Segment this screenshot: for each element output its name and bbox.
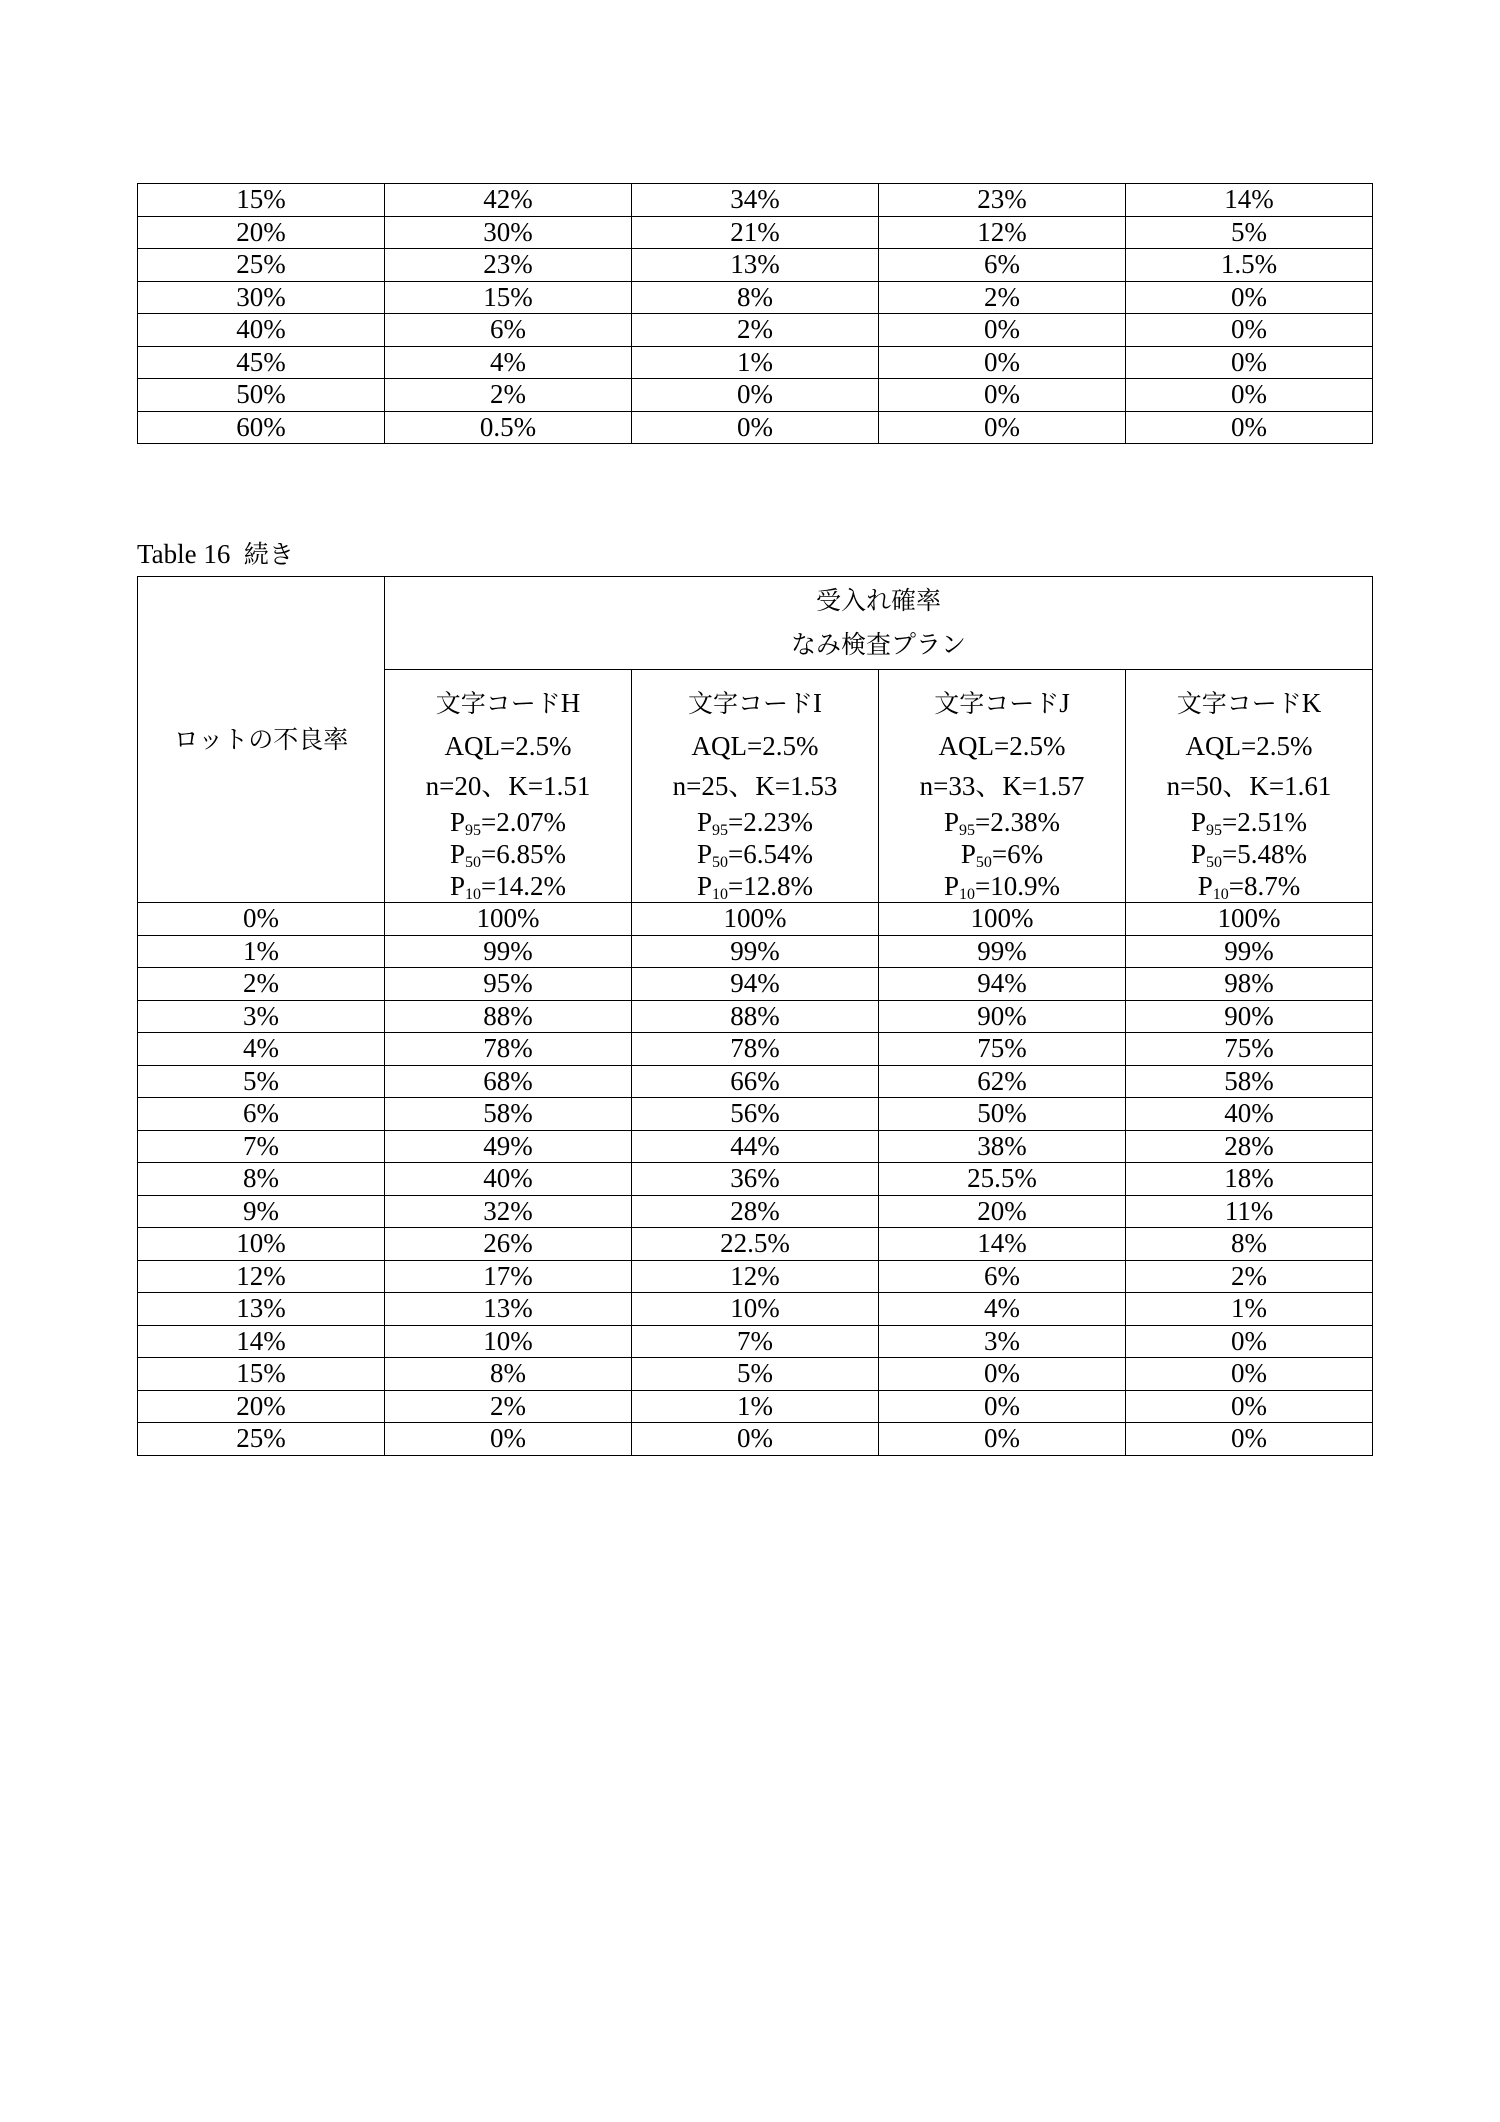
defect-rate-cell: 60% [138,411,385,444]
code-prefix: 文字コード [1176,689,1302,718]
probability-cell: 36% [632,1163,879,1196]
defect-rate-cell: 2% [138,968,385,1001]
plan-column-header [385,670,632,903]
p-symbol: P [697,871,713,901]
table-row [138,184,1373,217]
sample-size-k: n=50、K=1.61 [1166,771,1332,801]
sample-size-k: n=33、K=1.57 [919,771,1085,801]
defect-rate-cell: 30% [138,281,385,314]
table-row [138,968,1373,1001]
probability-cell: 0% [632,379,879,412]
probability-cell: 49% [385,1130,632,1163]
probability-cell: 10% [385,1325,632,1358]
code-letter: K [1301,688,1322,718]
probability-cell: 2% [632,314,879,347]
probability-cell: 22.5% [632,1228,879,1261]
probability-cell: 21% [632,216,879,249]
p10-number: =10.9% [975,871,1060,901]
table-row [138,1390,1373,1423]
probability-cell: 14% [879,1228,1126,1261]
p95-value [879,806,1125,838]
probability-cell: 0% [632,1423,879,1456]
defect-rate-cell: 1% [138,935,385,968]
probability-cell: 25.5% [879,1163,1126,1196]
p10-value [385,870,631,902]
probability-cell: 0% [1126,281,1373,314]
probability-cell: 100% [1126,903,1373,936]
p95-value [632,806,878,838]
probability-cell: 12% [879,216,1126,249]
probability-cell: 0% [1126,1390,1373,1423]
code-letter: H [560,688,581,718]
probability-cell: 99% [632,935,879,968]
defect-rate-cell: 5% [138,1065,385,1098]
probability-cell: 0% [632,411,879,444]
defect-rate-cell: 6% [138,1098,385,1131]
p-subscript: 50 [712,854,729,871]
defect-rate-cell: 7% [138,1130,385,1163]
probability-cell: 13% [632,249,879,282]
code-label [1126,680,1372,726]
code-letter: I [813,688,822,718]
probability-cell: 94% [879,968,1126,1001]
table-row [138,1098,1373,1131]
probability-cell: 0% [879,314,1126,347]
p-symbol: P [944,871,960,901]
probability-cell: 68% [385,1065,632,1098]
code-label [879,680,1125,726]
table-header [138,577,1373,903]
p-symbol: P [450,807,466,837]
probability-cell: 0% [1126,1358,1373,1391]
table-row [138,1065,1373,1098]
p-symbol: P [1191,807,1207,837]
header-row-group [138,577,1373,670]
probability-cell: 100% [632,903,879,936]
table-row [138,281,1373,314]
probability-cell: 10% [632,1293,879,1326]
probability-cell: 0% [1126,411,1373,444]
probability-cell: 0% [1126,1423,1373,1456]
defect-rate-cell: 3% [138,1000,385,1033]
defect-rate-cell: 4% [138,1033,385,1066]
probability-cell: 100% [385,903,632,936]
probability-cell: 75% [1126,1033,1373,1066]
defect-rate-cell: 13% [138,1293,385,1326]
probability-cell: 7% [632,1325,879,1358]
probability-cell: 99% [879,935,1126,968]
p-symbol: P [450,839,466,869]
probability-cell: 78% [385,1033,632,1066]
probability-cell: 1% [632,346,879,379]
probability-cell: 58% [385,1098,632,1131]
probability-cell: 28% [1126,1130,1373,1163]
defect-rate-cell: 8% [138,1163,385,1196]
p-subscript: 10 [1212,886,1229,903]
table-row [138,903,1373,936]
table-row [138,346,1373,379]
p95-number: =2.23% [728,807,813,837]
probability-cell: 2% [385,1390,632,1423]
probability-cell: 0% [879,1358,1126,1391]
probability-cell: 38% [879,1130,1126,1163]
p50-value [1126,838,1372,870]
aql-value: AQL=2.5% [1185,731,1313,761]
probability-cell: 14% [1126,184,1373,217]
probability-cell: 23% [879,184,1126,217]
probability-cell: 94% [632,968,879,1001]
probability-cell: 0% [879,346,1126,379]
p10-value [632,870,878,902]
p-subscript: 10 [959,886,976,903]
p50-value [879,838,1125,870]
probability-cell: 1% [632,1390,879,1423]
p-symbol: P [697,807,713,837]
probability-cell: 56% [632,1098,879,1131]
p-subscript: 95 [959,822,976,839]
p50-value [385,838,631,870]
continued-probability-table [137,183,1373,444]
p95-number: =2.51% [1222,807,1307,837]
p-subscript: 95 [465,822,482,839]
defect-rate-cell: 20% [138,216,385,249]
group-subtitle: なみ検査プラン [790,630,966,659]
probability-cell: 17% [385,1260,632,1293]
p-symbol: P [944,807,960,837]
p-subscript: 50 [465,854,482,871]
defect-rate-cell: 0% [138,903,385,936]
p-symbol: P [1197,871,1213,901]
main-table-body [138,903,1373,1456]
p50-number: =6.54% [728,839,813,869]
probability-cell: 78% [632,1033,879,1066]
table-row [138,216,1373,249]
table-row [138,1423,1373,1456]
probability-cell: 100% [879,903,1126,936]
p10-number: =14.2% [481,871,566,901]
probability-cell: 90% [879,1000,1126,1033]
probability-cell: 0% [879,1390,1126,1423]
probability-cell: 4% [879,1293,1126,1326]
probability-cell: 3% [879,1325,1126,1358]
probability-cell: 34% [632,184,879,217]
sample-size-k: n=25、K=1.53 [672,771,838,801]
p10-number: =12.8% [728,871,813,901]
table-row [138,1260,1373,1293]
probability-cell: 1% [1126,1293,1373,1326]
p-symbol: P [960,839,976,869]
defect-rate-cell: 15% [138,1358,385,1391]
table-row [138,1130,1373,1163]
code-prefix: 文字コード [435,689,561,718]
probability-cell: 40% [1126,1098,1373,1131]
p95-number: =2.07% [481,807,566,837]
probability-cell: 8% [632,281,879,314]
probability-cell: 2% [879,281,1126,314]
p10-value [1126,870,1372,902]
probability-cell: 5% [632,1358,879,1391]
probability-cell: 2% [385,379,632,412]
aql-value: AQL=2.5% [938,731,1066,761]
code-letter: J [1059,688,1070,718]
p-subscript: 95 [712,822,729,839]
group-title: 受入れ確率 [815,586,941,615]
probability-cell: 88% [632,1000,879,1033]
code-prefix: 文字コード [687,689,813,718]
table-row [138,1000,1373,1033]
probability-cell: 0% [879,411,1126,444]
probability-cell: 44% [632,1130,879,1163]
probability-cell: 0.5% [385,411,632,444]
probability-cell: 8% [1126,1228,1373,1261]
aql-value: AQL=2.5% [691,731,819,761]
p95-number: =2.38% [975,807,1060,837]
probability-cell: 6% [879,1260,1126,1293]
probability-cell: 11% [1126,1195,1373,1228]
table-row [138,935,1373,968]
probability-cell: 6% [879,249,1126,282]
p-subscript: 95 [1206,822,1223,839]
p50-number: =6% [991,839,1044,869]
code-label [632,680,878,726]
p10-value [879,870,1125,902]
probability-cell: 4% [385,346,632,379]
defect-rate-cell: 12% [138,1260,385,1293]
p-subscript: 50 [1206,854,1223,871]
probability-cell: 8% [385,1358,632,1391]
plan-column-header [879,670,1126,903]
table-row [138,1325,1373,1358]
defect-rate-cell: 10% [138,1228,385,1261]
table-row [138,314,1373,347]
aql-value: AQL=2.5% [444,731,572,761]
probability-cell: 32% [385,1195,632,1228]
plan-column-header [632,670,879,903]
probability-cell: 98% [1126,968,1373,1001]
table-row [138,1228,1373,1261]
plan-column-header [1126,670,1373,903]
probability-cell: 26% [385,1228,632,1261]
p-symbol: P [450,871,466,901]
probability-cell: 66% [632,1065,879,1098]
probability-cell: 58% [1126,1065,1373,1098]
lot-defect-rate-header: ロットの不良率 [138,577,385,903]
p50-number: =6.85% [481,839,566,869]
defect-rate-cell: 25% [138,249,385,282]
probability-cell: 75% [879,1033,1126,1066]
code-prefix: 文字コード [934,689,1060,718]
table-row [138,411,1373,444]
probability-cell: 95% [385,968,632,1001]
p-symbol: P [697,839,713,869]
defect-rate-cell: 9% [138,1195,385,1228]
probability-cell: 0% [385,1423,632,1456]
probability-cell: 0% [879,379,1126,412]
probability-cell: 12% [632,1260,879,1293]
defect-rate-cell: 40% [138,314,385,347]
p-subscript: 10 [465,886,482,903]
probability-cell: 0% [879,1423,1126,1456]
p95-value [1126,806,1372,838]
probability-cell: 20% [879,1195,1126,1228]
probability-cell: 88% [385,1000,632,1033]
table-caption [137,538,294,571]
defect-rate-cell: 14% [138,1325,385,1358]
probability-cell: 2% [1126,1260,1373,1293]
sample-size-k: n=20、K=1.51 [425,771,591,801]
table-row [138,1033,1373,1066]
table-row [138,379,1373,412]
probability-cell: 0% [1126,1325,1373,1358]
probability-cell: 0% [1126,379,1373,412]
probability-cell: 0% [1126,314,1373,347]
p-symbol: P [1191,839,1207,869]
probability-cell: 40% [385,1163,632,1196]
probability-cell: 62% [879,1065,1126,1098]
p-subscript: 10 [712,886,729,903]
probability-cell: 90% [1126,1000,1373,1033]
probability-cell: 5% [1126,216,1373,249]
probability-cell: 0% [1126,346,1373,379]
probability-cell: 99% [1126,935,1373,968]
defect-rate-cell: 45% [138,346,385,379]
table-caption-label: Table 16 [137,539,231,569]
p10-number: =8.7% [1228,871,1301,901]
defect-rate-cell: 50% [138,379,385,412]
probability-cell: 50% [879,1098,1126,1131]
probability-cell: 23% [385,249,632,282]
table-row [138,1293,1373,1326]
probability-cell: 28% [632,1195,879,1228]
defect-rate-cell: 15% [138,184,385,217]
probability-cell: 42% [385,184,632,217]
probability-cell: 18% [1126,1163,1373,1196]
p50-number: =5.48% [1222,839,1307,869]
code-label [385,680,631,726]
table-row [138,1195,1373,1228]
probability-cell: 99% [385,935,632,968]
defect-rate-cell: 25% [138,1423,385,1456]
probability-cell: 15% [385,281,632,314]
acceptance-probability-table [137,576,1373,1456]
table-row [138,1163,1373,1196]
acceptance-probability-header [385,577,1373,670]
probability-cell: 6% [385,314,632,347]
p-subscript: 50 [975,854,992,871]
probability-cell: 1.5% [1126,249,1373,282]
probability-cell: 30% [385,216,632,249]
table-row [138,1358,1373,1391]
table-row [138,249,1373,282]
probability-cell: 13% [385,1293,632,1326]
p50-value [632,838,878,870]
table-caption-text: 続き [243,540,294,569]
p95-value [385,806,631,838]
continued-table-body [138,184,1373,444]
defect-rate-cell: 20% [138,1390,385,1423]
